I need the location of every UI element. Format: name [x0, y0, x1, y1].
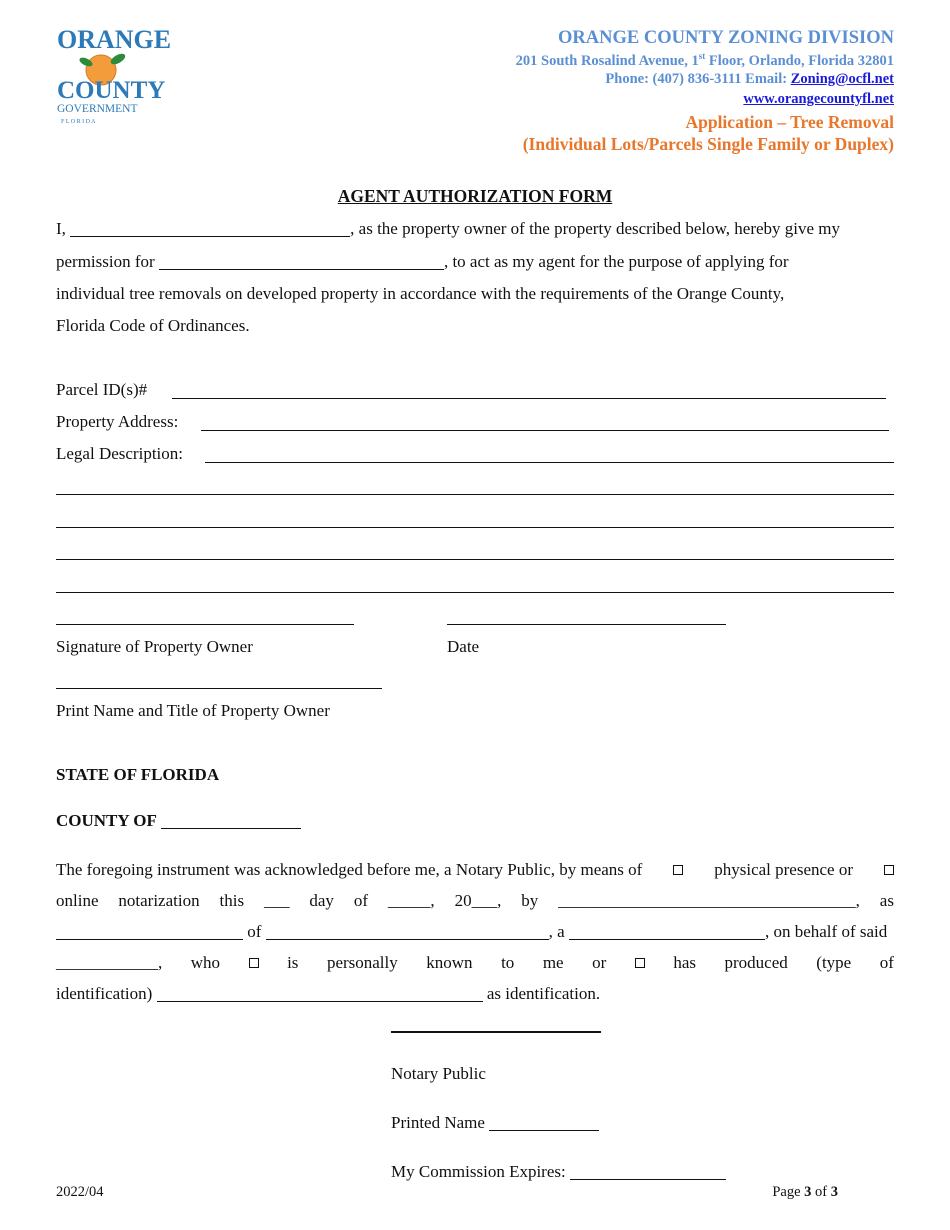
website-link[interactable]: www.orangecountyfl.net	[743, 91, 894, 107]
logo-text-county: COUNTY	[57, 77, 166, 104]
logo-text-orange: ORANGE	[57, 25, 172, 54]
legal-description-line-3[interactable]	[56, 527, 894, 528]
intro-line-3: individual tree removals on developed property in accordance with the requirements of the Orange County,	[56, 284, 785, 303]
produced-identification-checkbox[interactable]	[635, 958, 645, 968]
notary-line-5: identification) as identification.	[56, 984, 601, 1003]
notary-line-1: The foregoing instrument was acknowledged before me, a Notary Public, by means of physical presence or	[56, 860, 894, 880]
print-name-field[interactable]	[56, 688, 382, 689]
email-link[interactable]: Zoning@ocfl.net	[790, 71, 894, 87]
division-address: 201 South Rosalind Avenue, 1st Floor, Orlando, Florida 32801	[515, 51, 894, 69]
orange-logo-icon	[56, 25, 172, 126]
online-notarization-checkbox[interactable]	[884, 865, 894, 875]
printed-name-row: Printed Name	[391, 1113, 599, 1133]
physical-presence-checkbox[interactable]	[673, 865, 683, 875]
application-title: Application – Tree Removal	[685, 112, 894, 132]
parcel-id-label: Parcel ID(s)#	[56, 380, 148, 399]
page-number: Page 3 of 3	[772, 1184, 838, 1200]
notary-public-label: Notary Public	[391, 1064, 486, 1083]
signer-title-field[interactable]	[56, 922, 243, 940]
signature-label: Signature of Property Owner	[56, 637, 253, 656]
county-heading: COUNTY OF	[56, 811, 301, 831]
owner-signature-field[interactable]	[56, 624, 354, 625]
legal-description-line-4[interactable]	[56, 559, 894, 560]
date-label: Date	[447, 637, 480, 656]
commission-expires-field[interactable]	[570, 1162, 726, 1180]
intro-line-4: Florida Code of Ordinances.	[56, 316, 250, 335]
property-address-field[interactable]	[201, 430, 889, 431]
orange-county-logo	[56, 25, 172, 126]
legal-description-label: Legal Description:	[56, 444, 183, 463]
owner-name-field[interactable]	[70, 219, 350, 237]
identification-type-field[interactable]	[157, 984, 483, 1002]
application-subtitle: (Individual Lots/Parcels Single Family or Duplex)	[522, 134, 894, 154]
signature-date-field[interactable]	[447, 624, 726, 625]
county-field[interactable]	[161, 811, 301, 829]
form-date-code: 2022/04	[56, 1184, 104, 1200]
personally-known-checkbox[interactable]	[249, 958, 259, 968]
division-name: ORANGE COUNTY ZONING DIVISION	[558, 28, 894, 48]
notary-line-2: online notarization this ___ day of _____, 20___, by ___________________________________, as	[56, 891, 894, 910]
notary-line-4: ____________, who is personally known to me or has produced (type of	[56, 953, 894, 972]
parcel-id-field[interactable]	[172, 398, 886, 399]
property-address-label: Property Address:	[56, 412, 179, 431]
intro-line-2: permission for , to act as my agent for the purpose of applying for	[56, 252, 789, 271]
entity-field[interactable]	[266, 922, 549, 940]
entity-type-field[interactable]	[569, 922, 765, 940]
intro-line-1: I, , as the property owner of the property described below, hereby give my	[56, 219, 841, 238]
notary-line-3: of , a , on behalf of said	[56, 922, 894, 942]
notary-signature-field[interactable]	[391, 1031, 601, 1033]
state-heading: STATE OF FLORIDA	[56, 765, 220, 784]
commission-row: My Commission Expires:	[391, 1162, 726, 1182]
logo-text-government: GOVERNMENT	[57, 103, 138, 115]
legal-description-line-2[interactable]	[56, 494, 894, 495]
form-title: AGENT AUTHORIZATION FORM	[337, 186, 613, 206]
agent-name-field[interactable]	[159, 252, 444, 270]
website-row	[743, 91, 894, 108]
logo-text-florida: F L O R I D A	[61, 119, 96, 125]
division-contact: Phone: (407) 836-3111 Email: Zoning@ocfl.net	[605, 71, 894, 87]
legal-description-field[interactable]	[205, 462, 894, 463]
printed-name-field[interactable]	[489, 1113, 599, 1131]
legal-description-line-5[interactable]	[56, 592, 894, 593]
print-name-label: Print Name and Title of Property Owner	[56, 701, 330, 720]
